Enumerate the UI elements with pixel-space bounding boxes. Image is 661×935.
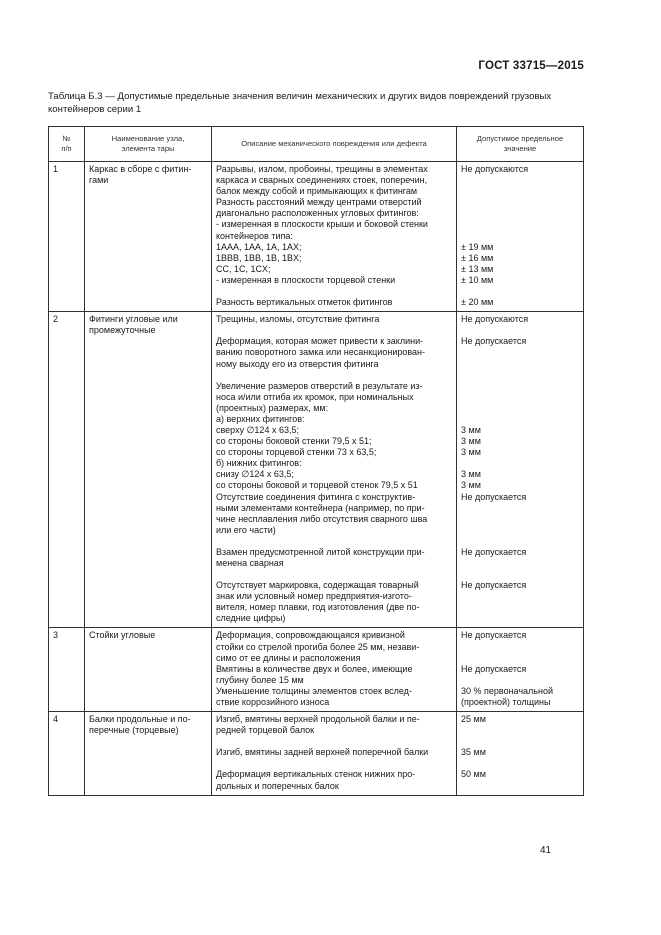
element-name — [85, 162, 212, 312]
description-block — [216, 547, 452, 569]
value-block — [461, 714, 579, 736]
row-number: 3 — [49, 628, 85, 712]
description-line: ными элементами контейнера (например, по при- — [216, 502, 425, 513]
description-line: глубину более 15 мм — [216, 674, 304, 685]
damage-limits-table — [48, 126, 584, 796]
description-line: стойки со стрелой прогиба более 25 мм, незави- — [216, 641, 420, 652]
description-block — [216, 314, 452, 325]
value-block — [461, 580, 579, 624]
element-name-line: Фитинги угловые или — [89, 314, 178, 325]
description-line: менена сварная — [216, 558, 284, 568]
description-line: со стороны боковой и торцевой стенок 79,5 х 51 — [216, 480, 418, 491]
element-name-line: перечные (торцевые) — [89, 725, 179, 736]
description-line: редней торцевой балок — [216, 725, 315, 736]
description-line: Разность вертикальных отметок фитингов — [216, 297, 393, 308]
table-caption — [48, 91, 588, 116]
description-line: балок между собой и примыкающих к фитингам — [216, 186, 418, 197]
value-line: Не допускаются — [461, 164, 529, 174]
value-line: ± 19 мм — [461, 241, 494, 252]
value-line: Не допускается — [461, 546, 527, 557]
page-number: 41 — [540, 845, 552, 856]
description-block — [216, 580, 452, 624]
value-line: ± 13 мм — [461, 263, 494, 274]
description-line: контейнеров типа: — [216, 230, 293, 241]
description-line: Изгиб, вмятины верхней продольной балки и пе- — [216, 714, 420, 725]
row-number: 4 — [49, 712, 85, 795]
row-number: 2 — [49, 312, 85, 628]
value-block — [461, 381, 579, 536]
permissible-value — [457, 628, 584, 712]
element-name — [85, 312, 212, 628]
description-line: следние цифры) — [216, 613, 286, 624]
element-name-line: промежуточные — [89, 325, 156, 336]
value-line: ± 16 мм — [461, 252, 494, 263]
description-line: вителя, номер плавки, год изготовления (две по- — [216, 602, 420, 613]
description-block — [216, 714, 452, 736]
description-block — [216, 381, 452, 536]
description-line: или его части) — [216, 524, 276, 535]
description-line: Уменьшение толщины элементов стоек вслед- — [216, 685, 412, 696]
description-line: б) нижних фитингов: — [216, 458, 302, 469]
permissible-value — [457, 312, 584, 628]
value-line: 25 мм — [461, 714, 486, 725]
description-line: Вмятины в количестве двух и более, имеющие — [216, 663, 413, 674]
description-line: Деформация, которая может привести к заклини- — [216, 336, 424, 347]
value-line: 3 мм — [461, 424, 481, 435]
description-line: со стороны боковой стенки 79,5 х 51; — [216, 436, 372, 447]
header-name: Наименование узла, элемента тары — [85, 127, 212, 162]
description-line: 1AAA, 1AA, 1A, 1AX; — [216, 241, 302, 252]
damage-description — [212, 162, 457, 312]
value-line: Не допускается — [461, 663, 527, 674]
value-line: 35 мм — [461, 747, 486, 758]
damage-description — [212, 712, 457, 795]
table-row — [49, 712, 584, 795]
description-line: дольных и поперечных балок — [216, 780, 339, 791]
damage-description — [212, 312, 457, 628]
permissible-value — [457, 162, 584, 312]
description-line: симо от ее длины и расположения — [216, 652, 361, 663]
value-block — [461, 164, 579, 308]
description-line: чине несплавления либо отсутствия сварного шва — [216, 513, 428, 524]
header-value: Допустимое предельное значение — [457, 127, 584, 162]
value-block — [461, 630, 579, 708]
description-block — [216, 747, 452, 758]
description-line: Взамен предусмотренной литой конструкции при- — [216, 546, 425, 557]
permissible-value — [457, 712, 584, 795]
value-block — [461, 547, 579, 569]
damage-description — [212, 628, 457, 712]
element-name — [85, 628, 212, 712]
description-line: Отсутствует маркировка, содержащая товарный — [216, 580, 419, 591]
element-name-line: Каркас в сборе с фитин- — [89, 164, 192, 174]
table-header-row — [49, 127, 584, 162]
element-name-line: гами — [89, 175, 109, 186]
table-row — [49, 162, 584, 312]
description-line: - измеренная в плоскости торцевой стенки — [216, 274, 396, 285]
description-block — [216, 769, 452, 791]
description-line: ствие коррозийного износа — [216, 697, 330, 708]
description-line: Деформация вертикальных стенок нижних про- — [216, 769, 416, 780]
description-line: а) верхних фитингов: — [216, 413, 305, 424]
description-line: сверху ∅124 х 63,5; — [216, 424, 299, 435]
description-line: диагонально расположенных угловых фитингов: — [216, 208, 419, 219]
value-line: 3 мм — [461, 480, 481, 491]
description-line: Трещины, изломы, отсутствие фитинга — [216, 314, 380, 325]
description-line: ному выходу его из отверстия фитинга — [216, 358, 379, 369]
element-name — [85, 712, 212, 795]
description-line: Разрывы, излом, пробоины, трещины в элементах — [216, 164, 428, 174]
value-line: ± 20 мм — [461, 297, 494, 308]
element-name-line: Балки продольные и по- — [89, 714, 191, 725]
value-line: 50 мм — [461, 769, 486, 780]
value-line: Не допускается — [461, 491, 527, 502]
value-block — [461, 336, 579, 369]
value-line: Не допускается — [461, 630, 527, 641]
description-line: каркаса и сварных соединениях стоек, поперечин, — [216, 175, 428, 186]
table-row — [49, 628, 584, 712]
description-line: знак или условный номер предприятия-изгото- — [216, 591, 412, 602]
value-line: (проектной) толщины — [461, 697, 551, 708]
description-line: - измеренная в плоскости крыши и боковой стенки — [216, 219, 428, 230]
description-line: Изгиб, вмятины задней верхней поперечной балки — [216, 747, 429, 758]
value-line: Не допускается — [461, 336, 527, 347]
value-block — [461, 769, 579, 791]
element-name-line: Стойки угловые — [89, 630, 156, 641]
value-line: ± 10 мм — [461, 274, 494, 285]
description-block — [216, 630, 452, 708]
description-line: CC, 1C, 1CX; — [216, 263, 271, 274]
document-id: ГОСТ 33715—2015 — [478, 60, 584, 72]
caption-line: контейнеров серии 1 — [48, 103, 142, 115]
description-line: Увеличение размеров отверстий в результате из- — [216, 380, 423, 391]
description-line: носа и/или отгиба их кромок, при номинальных — [216, 391, 414, 402]
value-line: Не допускается — [461, 580, 527, 591]
description-line: со стороны торцевой стенки 73 х 63,5; — [216, 447, 377, 458]
description-line: (проектных) размерах, мм: — [216, 402, 329, 413]
description-line: 1BBB, 1BB, 1B, 1BX; — [216, 252, 302, 263]
description-line: Деформация, сопровождающаяся кривизной — [216, 630, 405, 641]
description-line: Разность расстояний между центрами отверстий — [216, 197, 422, 208]
value-line: Не допускаются — [461, 314, 529, 325]
description-block — [216, 336, 452, 369]
header-num: № п/п — [49, 127, 85, 162]
value-line: 3 мм — [461, 469, 481, 480]
value-block — [461, 747, 579, 758]
value-line: 3 мм — [461, 436, 481, 447]
value-line: 30 % первоначальной — [461, 685, 553, 696]
description-block — [216, 164, 452, 308]
value-line: 3 мм — [461, 447, 481, 458]
caption-line: Таблица Б.3 — Допустимые предельные значения величин механических и других видов повреждений грузовых — [48, 91, 552, 102]
row-number: 1 — [49, 162, 85, 312]
description-line: ванию поворотного замка или несанкционирован- — [216, 347, 426, 358]
table-row — [49, 312, 584, 628]
value-block — [461, 314, 579, 325]
description-line: Отсутствие соединения фитинга с конструктив- — [216, 491, 416, 502]
header-description: Описание механического повреждения или дефекта — [212, 127, 457, 162]
description-line: снизу ∅124 х 63,5; — [216, 469, 294, 480]
